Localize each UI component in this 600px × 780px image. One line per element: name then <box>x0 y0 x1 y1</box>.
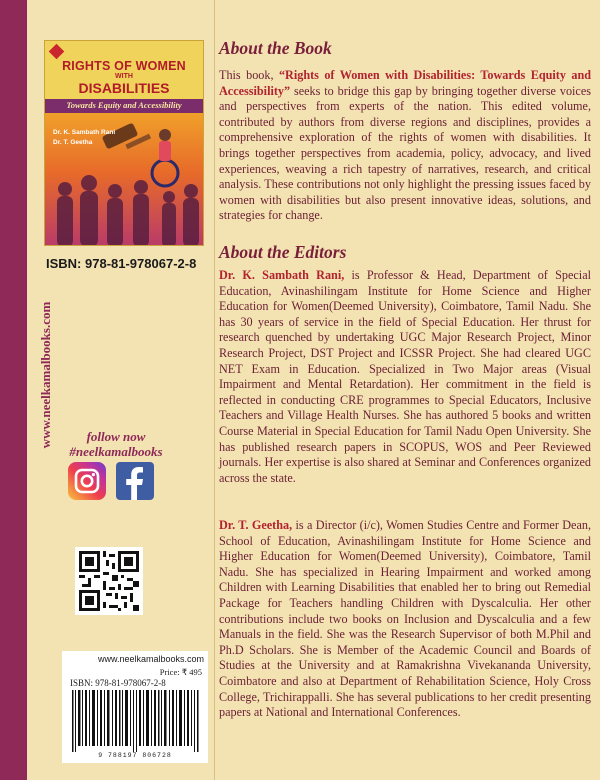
barcode <box>70 690 200 752</box>
barcode-digits: 9 788197 806728 <box>98 752 172 759</box>
qr-code-pattern <box>79 551 139 611</box>
about-book-title: “Rights of Women with Disabilities: Towards Equity and Accessibility” <box>219 68 591 98</box>
follow-text <box>60 429 172 459</box>
book-title-line1: RIGHTS OF WOMEN <box>62 59 186 73</box>
about-book-paragraph <box>219 68 591 224</box>
isbn-text: ISBN: 978-81-978067-2-8 <box>46 256 197 271</box>
facebook-icon <box>116 462 154 500</box>
facebook-glyph <box>116 462 154 500</box>
qr-code <box>75 547 143 615</box>
about-editors-heading: About the Editors <box>219 242 347 262</box>
follow-line1: follow now <box>86 429 146 444</box>
book-cover-thumbnail <box>44 40 204 246</box>
editor2-name: Dr. T. Geetha, <box>219 518 293 532</box>
instagram-icon <box>68 462 106 500</box>
book-title-line3: DISABILITIES <box>78 80 170 96</box>
follow-hashtag: #neelkamalbooks <box>69 444 163 459</box>
book-authors <box>53 128 115 148</box>
editor2-paragraph <box>219 518 591 721</box>
price-barcode-label <box>62 651 208 763</box>
book-title-line2: WITH <box>115 73 133 80</box>
book-subtitle: Towards Equity and Accessibility <box>66 100 182 110</box>
vertical-website-text <box>35 290 57 460</box>
editor1-paragraph <box>219 268 591 486</box>
book-author-2: Dr. T. Geetha <box>53 139 93 146</box>
editor1-name: Dr. K. Sambath Rani, <box>219 268 345 282</box>
editor1-bio: is Professor & Head, Department of Special Education, Avinashilingam Institute for Home Science and Higher Education for Women(Deemed University), Coimbatore, Tamil Nadu. She has 30 years of service in the field of Special Education. Her thrust for research quenched by undertaking UGC Major Research Project, Minor Research Project, DST Project and ICSSR Project. She had cleared UGC NET Exam in Education. Specialized in Two Major areas (Visual Impairment and Mental Retardation). Her commitment in the field is reflected in conducting CRE programmes to Special Educators, Inclusive Teachers and Village Health Nurses. She has authored 5 books and written Course Material in Special Education for Tamil Nadu Open University. She has published research papers in SCOPUS, WOS and Peer Reviewed journals. Her expertise is also shared at Seminar and Conferences organized across the state. <box>219 268 591 485</box>
column-divider <box>214 0 215 780</box>
vertical-url-label: www.neelkamalbooks.com <box>38 301 53 449</box>
instagram-glyph <box>68 462 106 500</box>
label-price: Price: ₹ 495 <box>159 667 202 677</box>
about-book-intro: This book, <box>219 68 279 82</box>
about-book-body: seeks to bridge this gap by bringing together diverse voices and perspectives from experts of the nation. This edited volume, contributed by authors from diverse regions and disciplines, provides a comprehensive exploration of the rights of women with disabilities. It brings together perspectives from academia, policy, advocacy, and lived experiences, weaving a rich tapestry of narratives, research, and critical analysis. These contributions not only highlight the pressing issues faced by women with disabilities but also present innovative ideas, solutions, and strategies for change. <box>219 83 591 223</box>
label-website: www.neelkamalbooks.com <box>97 654 204 664</box>
spine-strip <box>0 0 27 780</box>
book-author-1: Dr. K. Sambath Rani <box>53 129 116 136</box>
label-isbn: ISBN: 978-81-978067-2-8 <box>70 678 166 688</box>
editor2-bio: is a Director (i/c), Women Studies Centre and Former Dean, School of Education, Avinashilingam Institute for Home Science and Higher Education for Women(Deemed University), Coimbatore, Tamil Nadu. She has specialized in Hearing Impairment and worked among Children with Learning Disabilities that enabled her to bring out Remedial Package for Teachers handling Children with Dyscalculia. Her other contributions include two books on Inclusion and Dyscalculia and a few Manuals in the field. She was the Research Supervisor of both M.Phil and Ph.D Scholars. She is Member of the Academic Council and Boards of Studies at the University and at Ramakrishna Vivekananda University, Coimbatore and also at Department of Rehabilitation Science, Holy Cross College, Trichirappalli. She has several publications to her credit presenting papers at National and International Conferences. <box>219 518 591 720</box>
publisher-logo-icon <box>49 44 65 60</box>
about-book-heading: About the Book <box>219 38 332 58</box>
